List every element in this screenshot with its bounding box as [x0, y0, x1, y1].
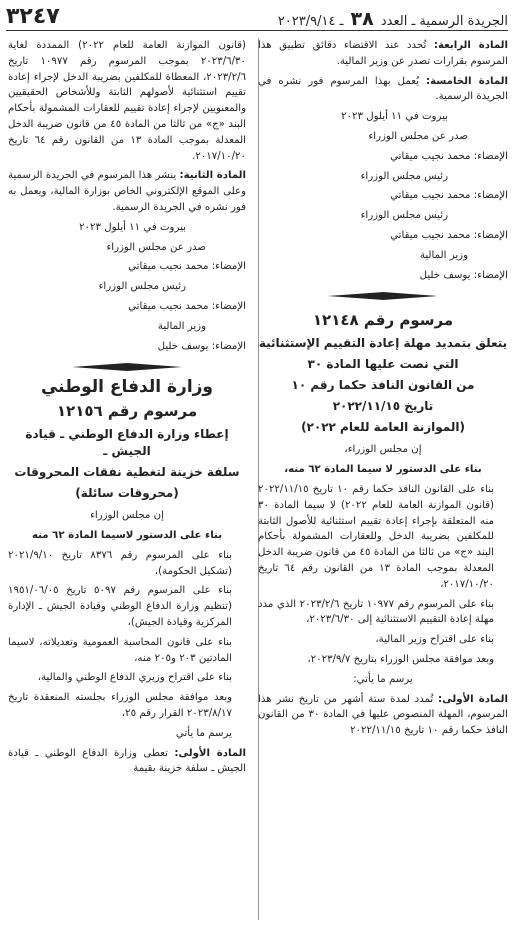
decrees-following: يرسم ما يأتي — [175, 727, 232, 739]
based-constitution: بناء على الدستور لا سيما المادة ٦٢ منه، — [284, 464, 482, 476]
decree-subject-2: سلفة خزينة لتغطية نفقات المحروقات — [14, 465, 240, 480]
signature-finance: الإمضاء: يوسف خليل — [419, 269, 508, 281]
based-law-10: بناء على القانون النافذ حكما رقم ١٠ تاريخ ٢٠٢٢/١١/١٥ (قانون الموازنة العامة للعام ٢٠٢٢) لا سيما المادة ٣٠ منه المتعلقة بإجراء إعادة تقييم استثنائية للأصول الثابتة للمكلفين بضريبة الدخل وللعقارات المشمولة بأحكام البند «ج» من ثالثا من المادة ٤٥ من قانون ضريبة الدخل المعدلة بموجب المادة ١٣ من القانون رقم ٦٤ تاريخ ٢٠١٧/١٠/٢٠، — [258, 483, 495, 590]
based-decree-10977: بناء على المرسوم رقم ١٠٩٧٧ تاريخ ٢٠٢٣/٢/٦ الذي مدد مهلة إعادة التقييم الاستثنائية إلى ٢٠٢٣/٦/٣٠، — [258, 598, 495, 626]
decree-subject-2: التي نصت عليها المادة ٣٠ — [307, 357, 459, 372]
decree-subject-5: (الموازنة العامة للعام ٢٠٢٢) — [301, 420, 465, 435]
pm-title-2: رئيس مجلس الوزراء — [360, 210, 448, 222]
signature-finance: الإمضاء: يوسف خليل — [157, 340, 246, 352]
based-proposal: بناء على اقتراح وزير المالية، — [375, 634, 494, 646]
page-number: ٣٢٤٧ — [6, 4, 60, 29]
signature-pm-2: الإمضاء: محمد نجيب ميقاتي — [390, 190, 508, 202]
page-header — [6, 6, 508, 31]
issued-by: صدر عن مجلس الوزراء — [368, 130, 468, 142]
article-1-continuation: (قانون الموازنة العامة للعام ٢٠٢٢) الممددة لغاية ٢٠٢٣/٦/٣٠ بموجب المرسوم رقم ١٠٩٧٧ تاريخ ٢٠٢٣/٢/٦، المعطاة للمكلفين بضريبة الدخل لإجراء إعادة تقييم استثنائية لأصولهم الثابتة وللأشخاص الحقيقيين والمعنويين لإجراء إعادة تقييم للعقارات المشمولة بأحكام البند «ج» من ثالثا من المادة ٤٥ من قانون ضريبة الدخل المعدلة بموجب المادة ١٣ من القانون رقم ٦٤ تاريخ ٢٠١٧/١٠/٢٠. — [8, 40, 246, 162]
right-column — [258, 38, 508, 743]
decree-number: مرسوم رقم ١٢١٤٨ — [312, 311, 454, 330]
article-5-label: المادة الخامسة: — [426, 75, 508, 87]
left-column — [8, 38, 246, 781]
pm-title-1: رئيس مجلس الوزراء — [360, 170, 448, 182]
signature-pm-1: الإمضاء: محمد نجيب ميقاتي — [128, 261, 246, 273]
approval: وبعد موافقة مجلس الوزراء بتاريخ ٢٠٢٣/٩/٧، — [307, 653, 494, 665]
article-1-text: تعطى وزارة الدفاع الوطني ـ قيادة الجيش ـ سلفة خزينة بقيمة — [8, 747, 246, 775]
signature-block — [258, 109, 508, 283]
article-4-text: تُحدد عند الاقتضاء دقائق تطبيق هذا المرسوم بقرارات تصدر عن وزير المالية. — [258, 40, 508, 67]
article-4-label: المادة الرابعة: — [433, 40, 508, 51]
issued-by: صدر عن مجلس الوزراء — [106, 241, 206, 253]
decree-subject-1: إعطاء وزارة الدفاع الوطني ـ قيادة الجيش ـ — [25, 427, 229, 459]
finance-minister-title: وزير المالية — [157, 320, 206, 332]
decree-subject-3: (محروقات سائلة) — [75, 486, 179, 501]
ministry-heading: وزارة الدفاع الوطني — [40, 377, 214, 398]
article-5 — [258, 74, 508, 106]
decree-number: مرسوم رقم ١٢١٥٦ — [56, 402, 198, 421]
finance-minister-title: وزير المالية — [419, 249, 468, 261]
pm-title: رئيس مجلس الوزراء — [98, 281, 186, 293]
ornament-divider — [8, 360, 246, 374]
approval: وبعد موافقة مجلس الوزراء بجلسته المنعقدة تاريخ ٢٠٢٣/٨/١٧ القرار رقم ٢٥، — [8, 692, 232, 719]
decree-subject-3: من القانون النافذ حكما رقم ١٠ — [291, 378, 475, 393]
article-1-label: المادة الأولى: — [174, 747, 246, 759]
based-constitution: بناء على الدستور لاسيما المادة ٦٢ منه — [31, 529, 223, 541]
based-decree-5097: بناء على المرسوم رقم ٥٠٩٧ تاريخ ١٩٥١/٠٦/٠٥ (تنظيم وزارة الدفاع الوطني وقيادة الجيش ـ الإدارة المركزية وقيادة الجيش)، — [8, 585, 233, 628]
decree-subject-1: يتعلق بتمديد مهلة إعادة التقييم الإستثنائية — [258, 336, 508, 351]
article-2-text: ينشر هذا المرسوم في الجريدة الرسمية وعلى الموقع الإلكتروني الخاص بوزارة المالية، ويعمل به فور نشره في الجريدة الرسمية. — [8, 170, 246, 213]
gazette-name: الجريدة الرسمية ـ العدد — [380, 14, 508, 29]
article-2-label: المادة الثانية: — [179, 170, 246, 182]
signature-pm-2: الإمضاء: محمد نجيب ميقاتي — [128, 300, 246, 312]
article-1 — [8, 746, 246, 778]
article-1-text: تُمدد لمدة ستة أشهر من تاريخ نشر هذا المرسوم، المهلة المنصوص عليها في المادة ٣٠ من القانون النافذ حكما رقم ١٠ تاريخ ٢٠٢٢/١١/١٥ — [258, 693, 508, 737]
decrees-following: يرسم ما يأتي: — [353, 673, 413, 685]
article-1-label: المادة الأولى: — [438, 693, 508, 705]
signature-pm-1: الإمضاء: محمد نجيب ميقاتي — [390, 150, 508, 162]
header-title — [278, 8, 508, 30]
ornament-divider — [258, 289, 508, 303]
based-decree-8376: بناء على المرسوم رقم ٨٣٧٦ تاريخ ٢٠٢١/٩/١٠ (تشكيل الحكومة)، — [8, 549, 232, 577]
based-accounting-law: بناء على قانون المحاسبة العمومية وتعديلاته، لاسيما المادتين ٢٠٣ و٢٠٥ منه، — [8, 636, 232, 664]
article-2 — [8, 168, 246, 215]
council-heading: إن مجلس الوزراء، — [344, 444, 422, 456]
based-proposal: بناء على اقتراح وزيري الدفاع الوطني والمالية، — [37, 672, 232, 684]
beirut-date: بيروت في ١١ أيلول ٢٠٢٣ — [341, 111, 448, 123]
issue-number: ٣٨ — [350, 8, 374, 30]
issue-date: ـ ٢٠٢٣/٩/١٤ — [277, 14, 344, 29]
council-heading: إن مجلس الوزراء — [90, 510, 164, 522]
decree-subject-4: تاريخ ٢٠٢٢/١١/١٥ — [332, 399, 434, 414]
beirut-date: بيروت في ١١ أيلول ٢٠٢٣ — [79, 221, 186, 233]
article-5-text: يُعمل بهذا المرسوم فور نشره في الجريدة الرسمية. — [258, 75, 508, 103]
signature-block — [8, 220, 246, 355]
article-1 — [258, 692, 508, 739]
article-4 — [258, 38, 508, 70]
signature-pm-3: الإمضاء: محمد نجيب ميقاتي — [390, 229, 508, 241]
